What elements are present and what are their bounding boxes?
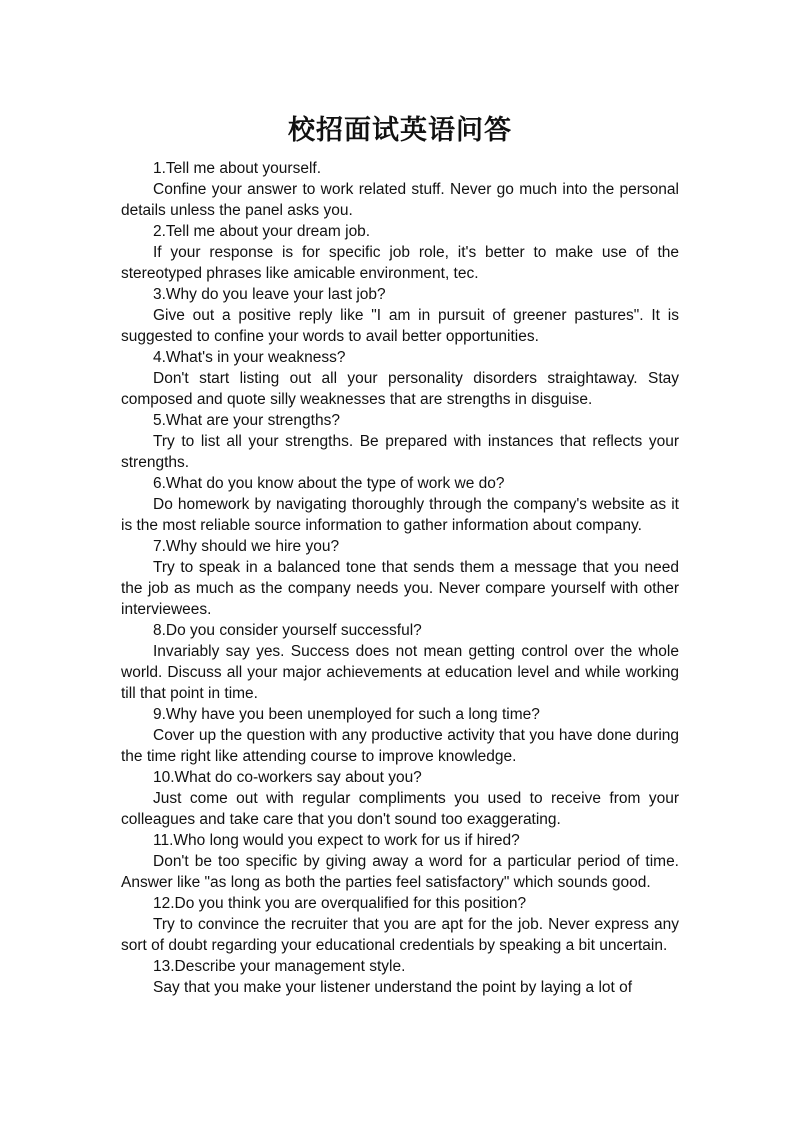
answer-text: Invariably say yes. Success does not mean getting control over the whole world. Discuss all your major achievements at education level and while working till that point in time. [121,643,679,702]
question-text: 7.Why should we hire you? [153,538,340,555]
question-text: 4.What's in your weakness? [153,349,346,366]
qa-item-1 [121,158,679,221]
qa-item-5 [121,410,679,473]
qa-item-8 [121,620,679,704]
question-text: 8.Do you consider yourself successful? [153,622,422,639]
page-title: 校招面试英语问答 [288,115,512,146]
answer-text: Try to speak in a balanced tone that sends them a message that you need the job as much as the company needs you. Never compare yourself with other interviewees. [121,559,679,618]
question-text: 10.What do co-workers say about you? [153,769,422,786]
question-text: 13.Describe your management style. [153,958,406,975]
qa-item-3 [121,284,679,347]
answer-text: Don't start listing out all your personality disorders straightaway. Stay composed and quote silly weaknesses that are strengths in disguise. [121,370,679,408]
qa-item-7 [121,536,679,620]
qa-item-11 [121,830,679,893]
question-text: 12.Do you think you are overqualified for this position? [153,895,527,912]
answer-text: Don't be too specific by giving away a word for a particular period of time. Answer like "as long as both the parties feel satisfactory" which sounds good. [121,853,679,891]
question-text: 11.Who long would you expect to work for us if hired? [153,832,520,849]
question-text: 9.Why have you been unemployed for such a long time? [153,706,540,723]
question-text: 2.Tell me about your dream job. [153,223,371,240]
qa-item-12 [121,893,679,956]
answer-text: Try to convince the recruiter that you are apt for the job. Never express any sort of doubt regarding your educational credentials by speaking a bit uncertain. [121,916,679,954]
question-text: 5.What are your strengths? [153,412,340,429]
question-text: 6.What do you know about the type of work we do? [153,475,505,492]
answer-text: If your response is for specific job role, it's better to make use of the stereotyped phrases like amicable environment, tec. [121,244,679,282]
question-text: 3.Why do you leave your last job? [153,286,386,303]
qa-item-4 [121,347,679,410]
answer-text: Say that you make your listener understand the point by laying a lot of [153,979,633,996]
answer-text: Do homework by navigating thoroughly through the company's website as it is the most reliable source information to gather information about company. [121,496,679,534]
qa-item-6 [121,473,679,536]
qa-item-13 [121,956,679,998]
answer-text: Just come out with regular compliments you used to receive from your colleagues and take care that you don't sound too exaggerating. [121,790,679,828]
question-text: 1.Tell me about yourself. [153,160,322,177]
answer-text: Give out a positive reply like "I am in pursuit of greener pastures". It is suggested to confine your words to avail better opportunities. [121,307,679,345]
qa-list [121,158,679,998]
qa-item-10 [121,767,679,830]
answer-text: Confine your answer to work related stuff. Never go much into the personal details unless the panel asks you. [121,181,679,219]
answer-text: Try to list all your strengths. Be prepared with instances that reflects your strengths. [121,433,679,471]
answer-text: Cover up the question with any productive activity that you have done during the time right like attending course to improve knowledge. [121,727,679,765]
qa-item-9 [121,704,679,767]
qa-item-2 [121,221,679,284]
